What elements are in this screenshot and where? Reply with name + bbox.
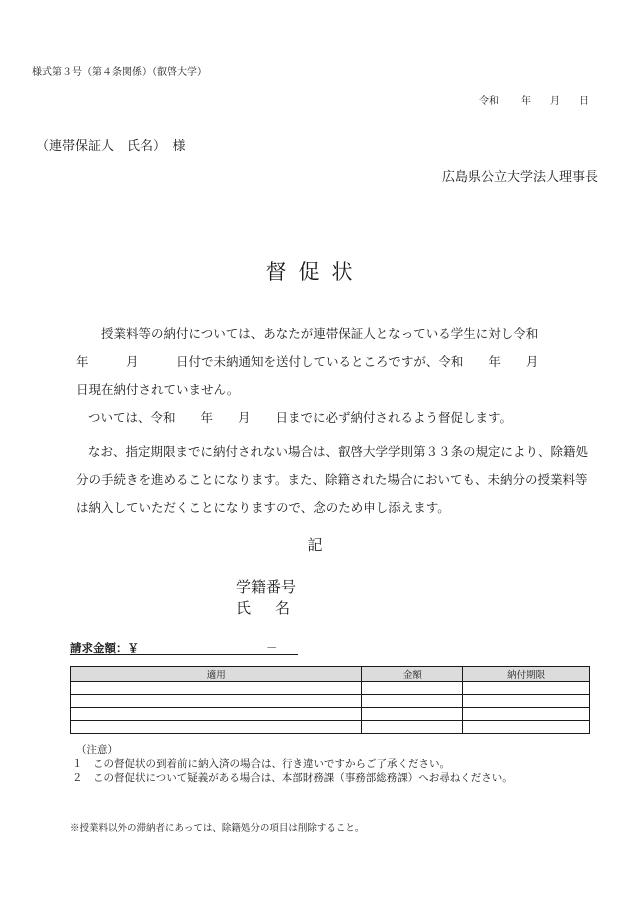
table-cell bbox=[463, 721, 590, 734]
note-item: ２ この督促状について疑義がある場合は、本部財務課（事務部総務課）へお尋ねください。 bbox=[72, 772, 513, 784]
table-cell bbox=[71, 695, 362, 708]
student-name-label: 氏名 bbox=[236, 599, 315, 617]
notes bbox=[72, 743, 513, 785]
fee-table bbox=[70, 666, 590, 734]
table-row bbox=[71, 695, 590, 708]
table-row bbox=[71, 721, 590, 734]
p1-line-1: 授業料等の納付については、あなたが連帯保証人となっている学生に対し令和 bbox=[101, 326, 539, 341]
header-kingaku: 金額 bbox=[362, 667, 463, 682]
claim-amount-label: 請求金額：￥ bbox=[70, 641, 139, 655]
notes-heading: （注意） bbox=[76, 744, 118, 756]
table-cell bbox=[362, 721, 463, 734]
table-row bbox=[71, 682, 590, 695]
body-paragraph-2: なお、指定期限までに納付されない場合は、叡啓大学学則第３３条の規定により、除籍処分の手続きを進めることになります。また、除籍された場合においても、未納分の授業料等は納入していただくことになりますので、念のため申し添えます。 bbox=[76, 444, 589, 515]
table-cell bbox=[362, 682, 463, 695]
p1-line-2: 年 月 日付で未納通知を送付しているところですが、令和 年 月 bbox=[76, 354, 539, 369]
form-number: 様式第３号（第４条関係）（叡啓大学） bbox=[32, 67, 207, 78]
header-nofu-kigen: 納付期限 bbox=[463, 667, 590, 682]
fee-table-header bbox=[71, 667, 590, 682]
table-cell bbox=[71, 708, 362, 721]
date-day-unit: 日 bbox=[579, 96, 589, 107]
addressee: （連帯保証人 氏名） 様 bbox=[36, 139, 186, 154]
date-era: 令和 bbox=[479, 96, 499, 107]
table-row bbox=[71, 708, 590, 721]
ki-heading: 記 bbox=[307, 536, 323, 554]
p1-line-4: ついては、令和 年 月 日までに必ず納付されるよう督促します。 bbox=[88, 410, 513, 425]
student-id-label: 学籍番号 bbox=[236, 578, 297, 596]
note-item: １ この督促状の到着前に納入済の場合は、行き違いですからご了承ください。 bbox=[72, 758, 450, 770]
table-cell bbox=[463, 708, 590, 721]
claim-amount bbox=[70, 640, 298, 655]
table-cell bbox=[463, 682, 590, 695]
table-cell bbox=[463, 695, 590, 708]
table-cell bbox=[71, 721, 362, 734]
date-month-unit: 月 bbox=[550, 96, 560, 107]
claim-amount-dash: － bbox=[266, 641, 278, 655]
issue-date bbox=[479, 92, 589, 107]
p1-line-3: 日現在納付されていません。 bbox=[76, 382, 240, 397]
document-title: 督促状 bbox=[265, 260, 365, 284]
table-cell bbox=[362, 695, 463, 708]
table-cell bbox=[71, 682, 362, 695]
date-year-unit: 年 bbox=[521, 96, 531, 107]
body-paragraph-1 bbox=[76, 320, 594, 432]
footnote: ※授業料以外の滞納者にあっては、除籍処分の項目は削除すること。 bbox=[70, 823, 365, 834]
header-tekiyo: 適用 bbox=[71, 667, 362, 682]
sender: 広島県公立大学法人理事長 bbox=[441, 170, 598, 185]
table-cell bbox=[362, 708, 463, 721]
